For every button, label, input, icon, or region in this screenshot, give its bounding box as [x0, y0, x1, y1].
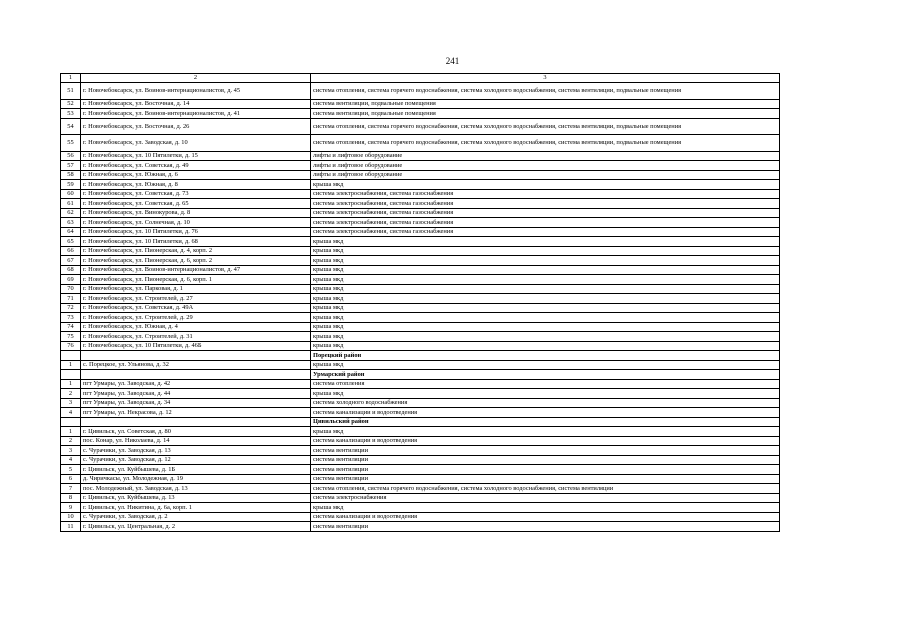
row-work-type: крыша мкд — [311, 246, 780, 256]
row-work-type: крыша мкд — [311, 275, 780, 285]
row-number: 60 — [61, 189, 81, 199]
row-work-type: лифты и лифтовое оборудование — [311, 170, 780, 180]
row-number: 51 — [61, 83, 81, 100]
district-empty-cell — [61, 351, 81, 361]
row-address: с. Чурачики, ул. Заводская, д. 13 — [81, 446, 311, 456]
row-number: 2 — [61, 436, 81, 446]
row-number: 70 — [61, 284, 81, 294]
row-address: г. Новочебоксарск, ул. Советская, д. 49А — [81, 303, 311, 313]
row-work-type: система отопления — [311, 379, 780, 389]
row-work-type: крыша мкд — [311, 303, 780, 313]
row-work-type: система холодного водоснабжения — [311, 398, 780, 408]
table-row — [61, 503, 780, 513]
row-address: г. Новочебоксарск, ул. Пионерская, д. 4, корп. 2 — [81, 246, 311, 256]
row-work-type: система вентиляции, подвальные помещения — [311, 99, 780, 109]
row-work-type: система отопления, система горячего водоснабжения, система холодного водоснабжения, система вентиляции, подвальные помещения — [311, 118, 780, 135]
row-address: пос. Конар, ул. Николаева, д. 14 — [81, 436, 311, 446]
table-row — [61, 170, 780, 180]
row-work-type: крыша мкд — [311, 322, 780, 332]
district-header-row — [61, 351, 780, 361]
district-empty-cell — [81, 417, 311, 427]
table-row — [61, 322, 780, 332]
table-row — [61, 189, 780, 199]
row-number: 67 — [61, 256, 81, 266]
row-address: с. Чурачики, ул. Заводская, д. 2 — [81, 512, 311, 522]
work-schedule-table — [60, 73, 780, 532]
row-number: 1 — [61, 360, 81, 370]
table-row — [61, 265, 780, 275]
district-empty-cell — [61, 370, 81, 380]
row-address: г. Новочебоксарск, ул. Южная, д. 6 — [81, 170, 311, 180]
row-number: 55 — [61, 135, 81, 152]
row-address: г. Новочебоксарск, ул. Воинов-интернационалистов, д. 41 — [81, 109, 311, 119]
row-number: 54 — [61, 118, 81, 135]
row-number: 4 — [61, 455, 81, 465]
row-address: пгт Урмары, ул. Некрасова, д. 12 — [81, 408, 311, 418]
district-name: Урмарский район — [311, 370, 780, 380]
row-address: г. Новочебоксарск, ул. Винокурова, д. 8 — [81, 208, 311, 218]
row-address: г. Новочебоксарск, ул. Восточная, д. 14 — [81, 99, 311, 109]
row-number: 3 — [61, 398, 81, 408]
district-empty-cell — [61, 417, 81, 427]
table-row — [61, 118, 780, 135]
row-address: с. Порецкое, ул. Ульянова, д. 32 — [81, 360, 311, 370]
row-work-type: крыша мкд — [311, 332, 780, 342]
row-work-type: система канализации и водоотведения — [311, 436, 780, 446]
table-row — [61, 408, 780, 418]
row-number: 10 — [61, 512, 81, 522]
row-address: г. Новочебоксарск, ул. Пионерская, д. 6, корп. 1 — [81, 275, 311, 285]
row-number: 11 — [61, 522, 81, 532]
table-row — [61, 208, 780, 218]
row-address: г. Новочебоксарск, ул. 10 Пятилетки, д. 76 — [81, 227, 311, 237]
table-row — [61, 135, 780, 152]
row-address: г. Цивильск, ул. Куйбышева, д. 1Б — [81, 465, 311, 475]
row-number: 52 — [61, 99, 81, 109]
row-work-type: система вентиляции — [311, 522, 780, 532]
row-number: 71 — [61, 294, 81, 304]
row-work-type: крыша мкд — [311, 389, 780, 399]
row-work-type: система электроснабжения, система газоснабжения — [311, 199, 780, 209]
row-address: г. Новочебоксарск, ул. 10 Пятилетки, д. 15 — [81, 151, 311, 161]
row-number: 69 — [61, 275, 81, 285]
row-number: 58 — [61, 170, 81, 180]
row-address: пос. Молодежный, ул. Заводская, д. 13 — [81, 484, 311, 494]
row-address: пгт Урмары, ул. Заводская, д. 44 — [81, 389, 311, 399]
table-row — [61, 151, 780, 161]
row-work-type: система электроснабжения — [311, 493, 780, 503]
row-work-type: крыша мкд — [311, 284, 780, 294]
table-row — [61, 246, 780, 256]
table-row — [61, 109, 780, 119]
row-number: 66 — [61, 246, 81, 256]
table-row — [61, 199, 780, 209]
table-row — [61, 522, 780, 532]
row-work-type: лифты и лифтовое оборудование — [311, 151, 780, 161]
table-row — [61, 389, 780, 399]
row-number: 4 — [61, 408, 81, 418]
row-address: г. Новочебоксарск, ул. Строителей, д. 27 — [81, 294, 311, 304]
row-work-type: система отопления, система горячего водоснабжения, система холодного водоснабжения, система вентиляции, подвальные помещения — [311, 135, 780, 152]
row-number: 53 — [61, 109, 81, 119]
row-address: г. Новочебоксарск, ул. Строителей, д. 29 — [81, 313, 311, 323]
table-header-row — [61, 74, 780, 83]
row-address: пгт Урмары, ул. Заводская, д. 42 — [81, 379, 311, 389]
row-work-type: система отопления, система горячего водоснабжения, система холодного водоснабжения, система вентиляции — [311, 484, 780, 494]
row-work-type: система электроснабжения, система газоснабжения — [311, 227, 780, 237]
table-row — [61, 83, 780, 100]
table-row — [61, 313, 780, 323]
row-work-type: система электроснабжения, система газоснабжения — [311, 218, 780, 228]
district-empty-cell — [81, 351, 311, 361]
row-number: 75 — [61, 332, 81, 342]
row-address: г. Новочебоксарск, ул. Воинов-интернационалистов, д. 45 — [81, 83, 311, 100]
row-address: г. Цивильск, ул. Куйбышева, д. 13 — [81, 493, 311, 503]
row-work-type: система канализации и водоотведения — [311, 408, 780, 418]
table-row — [61, 493, 780, 503]
row-work-type: крыша мкд — [311, 265, 780, 275]
row-number: 9 — [61, 503, 81, 513]
table-row — [61, 332, 780, 342]
header-col-2: 2 — [81, 74, 311, 83]
row-address: г. Новочебоксарск, ул. Южная, д. 4 — [81, 322, 311, 332]
row-number: 72 — [61, 303, 81, 313]
row-address: г. Новочебоксарск, ул. Восточная, д. 26 — [81, 118, 311, 135]
row-number: 61 — [61, 199, 81, 209]
row-number: 73 — [61, 313, 81, 323]
table-row — [61, 99, 780, 109]
row-address: г. Цивильск, ул. Центральная, д. 2 — [81, 522, 311, 532]
row-work-type: крыша мкд — [311, 427, 780, 437]
table-row — [61, 427, 780, 437]
row-number: 57 — [61, 161, 81, 171]
table-row — [61, 180, 780, 190]
row-address: г. Новочебоксарск, ул. Пионерская, д. 6, корп. 2 — [81, 256, 311, 266]
row-address: г. Новочебоксарск, ул. 10 Пятилетки, д. 46Б — [81, 341, 311, 351]
row-work-type: система электроснабжения, система газоснабжения — [311, 208, 780, 218]
row-number: 62 — [61, 208, 81, 218]
row-number: 68 — [61, 265, 81, 275]
header-col-3: 3 — [311, 74, 780, 83]
table-row — [61, 256, 780, 266]
table-row — [61, 474, 780, 484]
row-work-type: крыша мкд — [311, 294, 780, 304]
table-row — [61, 227, 780, 237]
row-number: 8 — [61, 493, 81, 503]
row-address: с. Чурачики, ул. Заводская, д. 12 — [81, 455, 311, 465]
row-address: г. Новочебоксарск, ул. Парковая, д. 1 — [81, 284, 311, 294]
table-row — [61, 275, 780, 285]
row-work-type: крыша мкд — [311, 341, 780, 351]
row-work-type: система отопления, система горячего водоснабжения, система холодного водоснабжения, система вентиляции, подвальные помещения — [311, 83, 780, 100]
row-work-type: крыша мкд — [311, 313, 780, 323]
table-row — [61, 436, 780, 446]
row-number: 5 — [61, 465, 81, 475]
table-row — [61, 341, 780, 351]
row-work-type: система электроснабжения, система газоснабжения — [311, 189, 780, 199]
row-number: 1 — [61, 427, 81, 437]
row-address: д. Чиричкасы, ул. Молодежная, д. 19 — [81, 474, 311, 484]
row-address: г. Новочебоксарск, ул. Советская, д. 73 — [81, 189, 311, 199]
row-address: г. Новочебоксарск, ул. Южная, д. 8 — [81, 180, 311, 190]
row-address: г. Новочебоксарск, ул. Солнечная, д. 10 — [81, 218, 311, 228]
row-work-type: крыша мкд — [311, 237, 780, 247]
row-number: 1 — [61, 379, 81, 389]
district-name: Порецкий район — [311, 351, 780, 361]
row-address: г. Новочебоксарск, ул. Советская, д. 49 — [81, 161, 311, 171]
table-row — [61, 218, 780, 228]
row-number: 56 — [61, 151, 81, 161]
row-work-type: система канализации и водоотведения — [311, 512, 780, 522]
row-number: 59 — [61, 180, 81, 190]
row-work-type: система вентиляции — [311, 474, 780, 484]
header-col-1: 1 — [61, 74, 81, 83]
table-row — [61, 512, 780, 522]
row-number: 7 — [61, 484, 81, 494]
row-work-type: лифты и лифтовое оборудование — [311, 161, 780, 171]
row-address: г. Цивильск, ул. Никитина, д. 6а, корп. 1 — [81, 503, 311, 513]
row-address: г. Новочебоксарск, ул. Советская, д. 65 — [81, 199, 311, 209]
district-empty-cell — [81, 370, 311, 380]
district-header-row — [61, 417, 780, 427]
row-address: г. Новочебоксарск, ул. Заводская, д. 10 — [81, 135, 311, 152]
row-address: г. Новочебоксарск, ул. Воинов-интернационалистов, д. 47 — [81, 265, 311, 275]
table-row — [61, 303, 780, 313]
row-number: 6 — [61, 474, 81, 484]
row-work-type: крыша мкд — [311, 180, 780, 190]
row-address: г. Цивильск, ул. Советская, д. 80 — [81, 427, 311, 437]
row-work-type: система вентиляции — [311, 446, 780, 456]
row-work-type: система вентиляции — [311, 455, 780, 465]
table-row — [61, 398, 780, 408]
row-number: 76 — [61, 341, 81, 351]
row-work-type: крыша мкд — [311, 256, 780, 266]
row-number: 64 — [61, 227, 81, 237]
table-row — [61, 465, 780, 475]
row-number: 63 — [61, 218, 81, 228]
district-name: Цивильский район — [311, 417, 780, 427]
table-row — [61, 294, 780, 304]
row-work-type: крыша мкд — [311, 360, 780, 370]
table-row — [61, 284, 780, 294]
row-number: 65 — [61, 237, 81, 247]
row-address: г. Новочебоксарск, ул. Строителей, д. 31 — [81, 332, 311, 342]
table-row — [61, 484, 780, 494]
table-row — [61, 455, 780, 465]
row-number: 3 — [61, 446, 81, 456]
page-number: 241 — [445, 56, 460, 66]
row-number: 74 — [61, 322, 81, 332]
row-address: пгт Урмары, ул. Заводская, д. 34 — [81, 398, 311, 408]
row-work-type: крыша мкд — [311, 503, 780, 513]
district-header-row — [61, 370, 780, 380]
table-row — [61, 360, 780, 370]
table-row — [61, 379, 780, 389]
table-row — [61, 161, 780, 171]
table-row — [61, 446, 780, 456]
row-work-type: система вентиляции — [311, 465, 780, 475]
row-address: г. Новочебоксарск, ул. 10 Пятилетки, д. 68 — [81, 237, 311, 247]
row-work-type: система вентиляции, подвальные помещения — [311, 109, 780, 119]
row-number: 2 — [61, 389, 81, 399]
table-row — [61, 237, 780, 247]
